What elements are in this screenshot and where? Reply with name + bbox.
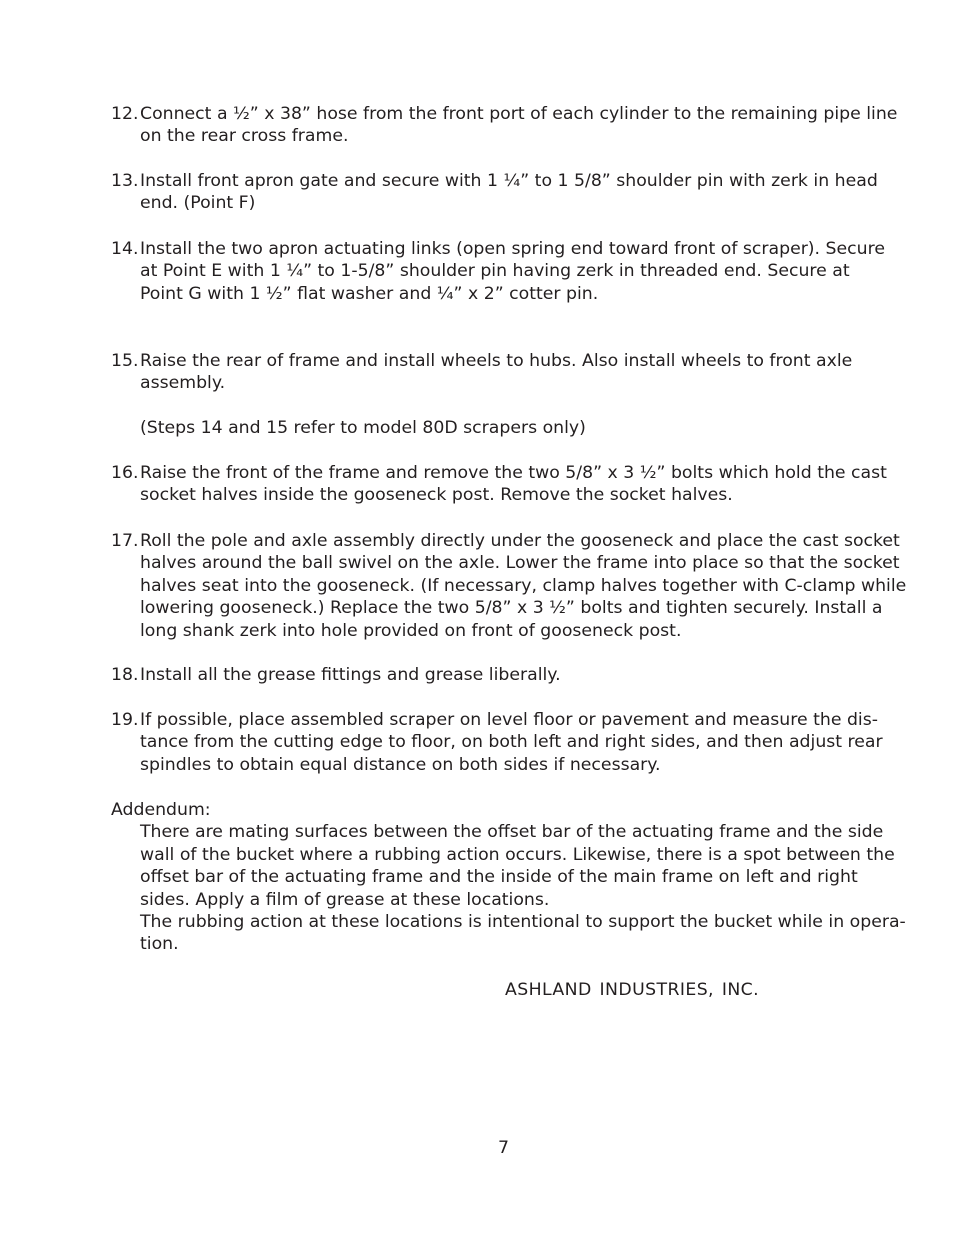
- step-line: halves seat into the gooseneck. (If necessary, clamp halves together with C-clamp while: [140, 575, 907, 596]
- step-line: at Point E with 1 ¼” to 1-5/8” shoulder pin having zerk in threaded end. Secure at: [140, 261, 850, 282]
- step-line: on the rear cross frame.: [140, 126, 349, 147]
- addendum-section: [111, 799, 906, 956]
- step-text: [140, 170, 876, 215]
- step-line: Point G with 1 ½” flat washer and ¼” x 2” cotter pin.: [140, 283, 599, 304]
- company-name: ASHLAND INDUSTRIES, INC.: [505, 980, 760, 1000]
- addendum-line: The rubbing action at these locations is intentional to support the bucket while in opera-: [140, 912, 906, 933]
- step-16: [111, 462, 887, 507]
- step-line: Raise the rear of frame and install wheels to hubs. Also install wheels to front axle: [140, 351, 853, 371]
- addendum-line: sides. Apply a film of grease at these locations.: [140, 889, 550, 910]
- step-line: long shank zerk into hole provided on front of gooseneck post.: [140, 620, 682, 641]
- addendum-line: wall of the bucket where a rubbing action occurs. Likewise, there is a spot between the: [140, 844, 895, 865]
- step-number: 12.: [111, 104, 139, 124]
- step-line: end. (Point F): [140, 193, 256, 214]
- step-19: [111, 709, 883, 776]
- addendum-line: offset bar of the actuating frame and the inside of the main frame on left and right: [140, 867, 858, 888]
- step-15: [111, 350, 876, 395]
- step-17: [111, 530, 907, 642]
- addendum-heading: Addendum:: [111, 800, 211, 820]
- step-line: halves around the ball swivel on the axle. Lower the frame into place so that the socket: [140, 553, 900, 574]
- step-text: [140, 664, 876, 686]
- step-14: [111, 238, 885, 305]
- step-18: [111, 664, 876, 686]
- page-number: 7: [498, 1138, 509, 1158]
- step-line: lowering gooseneck.) Replace the two 5/8” x 3 ½” bolts and tighten securely. Install a: [140, 598, 883, 619]
- addendum-text: [140, 821, 906, 955]
- step-text: [140, 709, 883, 776]
- step-number: 15.: [111, 351, 139, 371]
- step-13: [111, 170, 876, 215]
- step-number: 17.: [111, 531, 139, 551]
- step-text: [140, 462, 887, 507]
- step-line: assembly.: [140, 373, 226, 394]
- step-text: [140, 530, 907, 642]
- step-line: If possible, place assembled scraper on level floor or pavement and measure the dis-: [140, 710, 878, 730]
- addendum-line: There are mating surfaces between the offset bar of the actuating frame and the side: [140, 822, 884, 843]
- step-text: [140, 238, 885, 305]
- step-number: 19.: [111, 710, 139, 730]
- step-line: Roll the pole and axle assembly directly under the gooseneck and place the cast socket: [140, 531, 900, 551]
- step-number: 14.: [111, 239, 139, 259]
- step-line: Raise the front of the frame and remove the two 5/8” x 3 ½” bolts which hold the cast: [140, 463, 887, 483]
- step-text: [140, 103, 898, 148]
- step-number: 18.: [111, 665, 139, 685]
- step-12: [111, 103, 898, 148]
- step-text: [140, 350, 876, 395]
- step-line: Install the two apron actuating links (open spring end toward front of scraper). Secure: [140, 239, 885, 259]
- step-line: Install front apron gate and secure with 1 ¼” to 1 5/8” shoulder pin with zerk in head: [140, 171, 878, 191]
- step-line: socket halves inside the gooseneck post. Remove the socket halves.: [140, 485, 733, 506]
- addendum-line: tion.: [140, 934, 179, 955]
- step-line: tance from the cutting edge to floor, on both left and right sides, and then adjust rear: [140, 732, 883, 753]
- step-number: 16.: [111, 463, 139, 483]
- step-number: 13.: [111, 171, 139, 191]
- model-note: (Steps 14 and 15 refer to model 80D scrapers only): [140, 418, 586, 438]
- step-line: Connect a ½” x 38” hose from the front port of each cylinder to the remaining pipe line: [140, 104, 898, 124]
- step-line: spindles to obtain equal distance on both sides if necessary.: [140, 754, 661, 775]
- step-line: Install all the grease fittings and grease liberally.: [140, 665, 561, 685]
